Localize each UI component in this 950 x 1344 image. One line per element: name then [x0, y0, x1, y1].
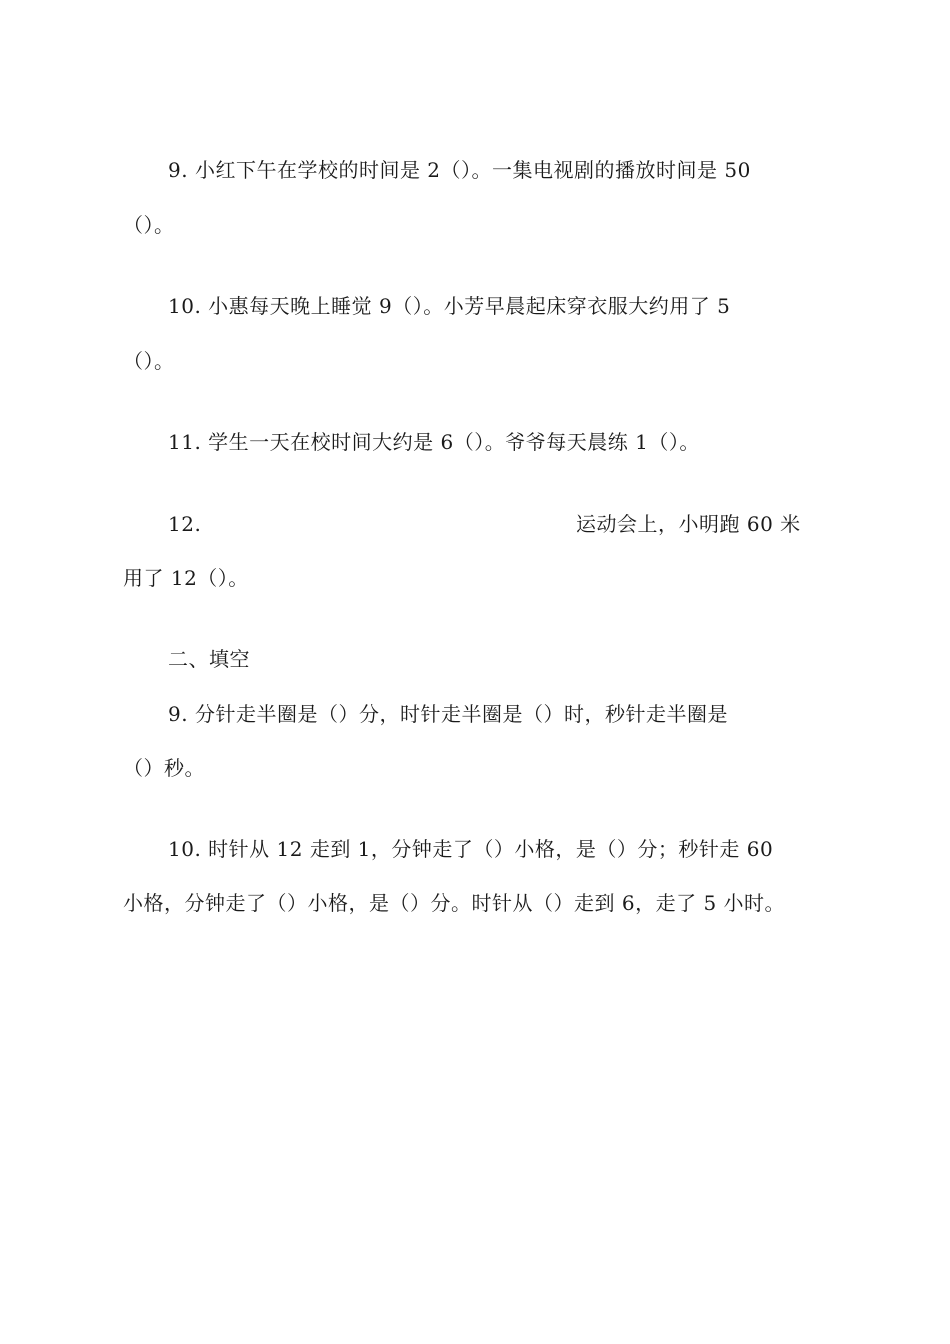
fill-question-9-line-2: （）秒。: [123, 756, 205, 780]
question-9-line-2: （）。: [123, 213, 175, 237]
question-12-line-1: 运动会上，小明跑 60 米: [576, 512, 801, 536]
question-10-line-1: 10. 小惠每天晚上睡觉 9（）。小芳早晨起床穿衣服大约用了 5: [168, 294, 731, 318]
fill-question-9-line-1: 9. 分针走半圈是（）分，时针走半圈是（）时，秒针走半圈是: [168, 702, 728, 726]
fill-question-10-line-2: 小格，分钟走了（）小格，是（）分。时针从（）走到 6，走了 5 小时。: [123, 891, 786, 915]
question-12-line-2: 用了 12（）。: [123, 566, 249, 590]
question-11-line-1: 11. 学生一天在校时间大约是 6（）。爷爷每天晨练 1（）。: [168, 430, 700, 454]
section-title: 二、填空: [168, 647, 250, 671]
fill-question-10-line-1: 10. 时针从 12 走到 1，分钟走了（）小格，是（）分；秒针走 60: [168, 837, 774, 861]
question-9-line-1: 9. 小红下午在学校的时间是 2（）。一集电视剧的播放时间是 50: [168, 158, 751, 182]
question-10-line-2: （）。: [123, 349, 175, 373]
question-12-number: 12.: [168, 512, 202, 536]
